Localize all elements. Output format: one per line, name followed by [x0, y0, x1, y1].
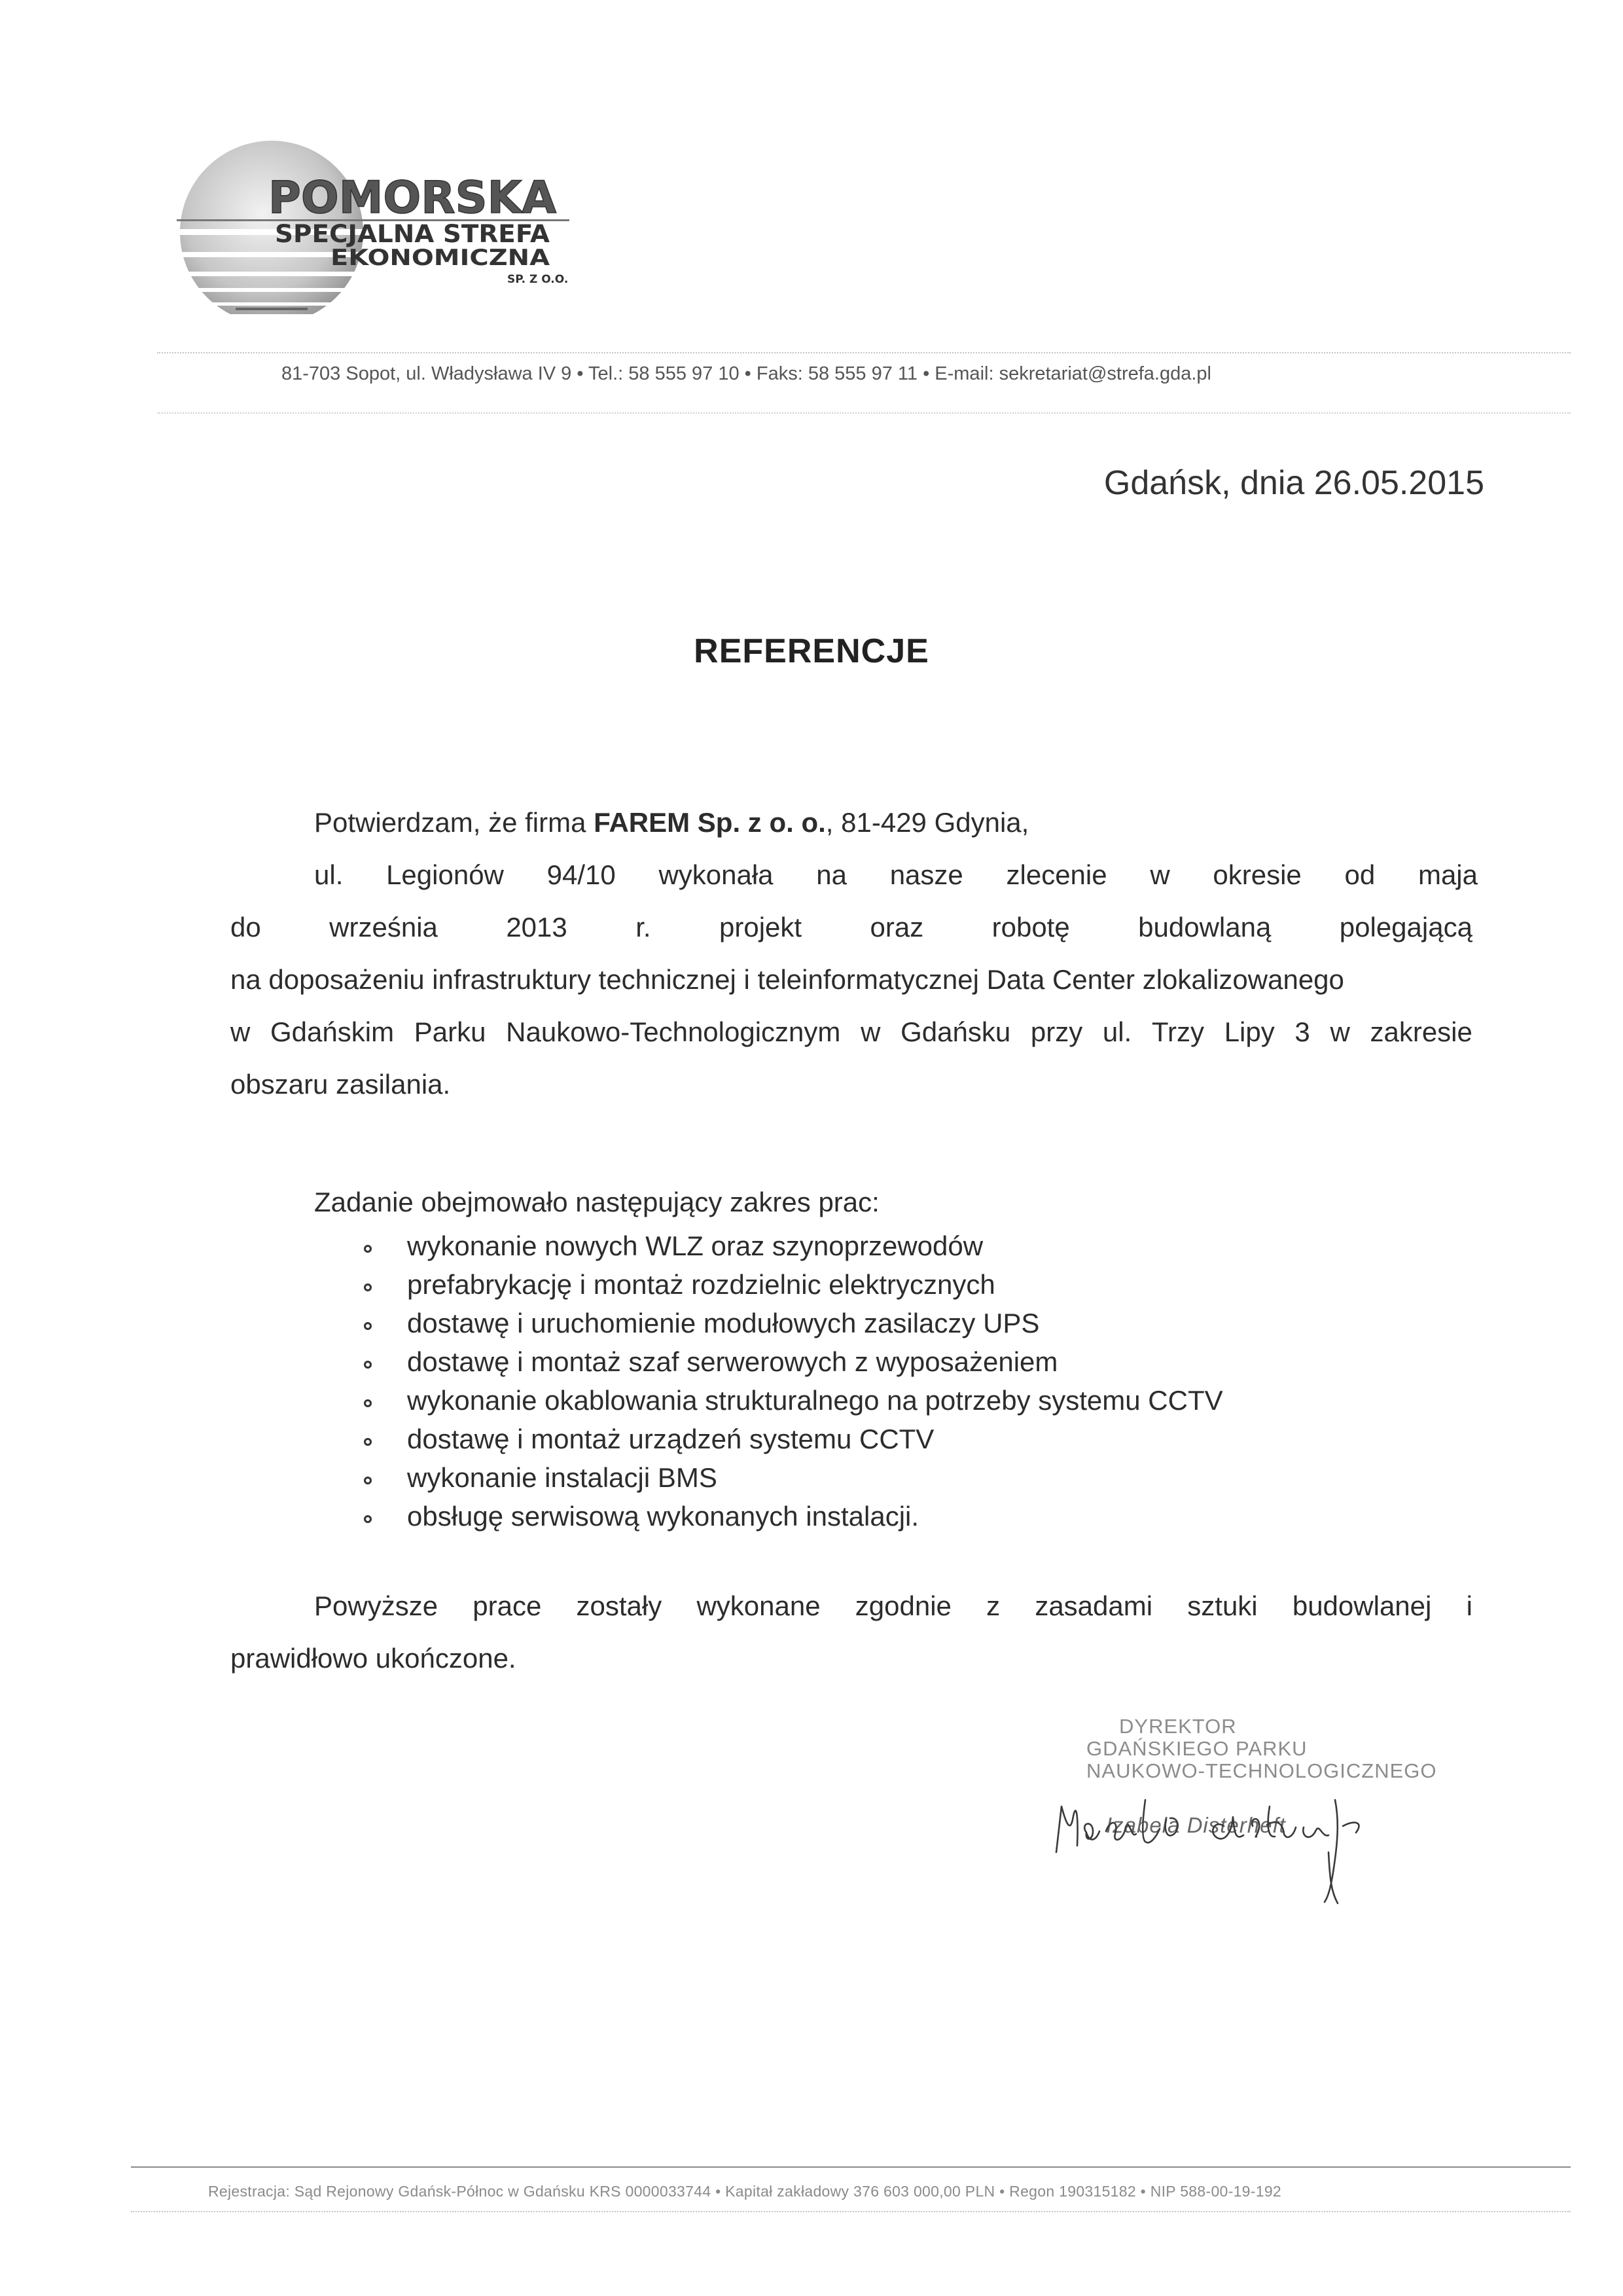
- logo-line1: POMORSKA: [268, 172, 557, 224]
- stamp-name: Izabela Disterheft: [1106, 1813, 1286, 1837]
- paragraph-line: prawidłowo ukończone.: [230, 1643, 516, 1674]
- word: do: [230, 912, 261, 942]
- word: r.: [635, 912, 651, 942]
- handwritten-signature: [1047, 1754, 1387, 1911]
- task-item: [360, 1462, 1223, 1501]
- task-text: dostawę i montaż szaf serwerowych z wyposażeniem: [407, 1346, 1058, 1377]
- stamp-organization: GDAŃSKIEGO PARKU: [1086, 1737, 1308, 1760]
- footer-divider: [131, 2166, 1571, 2168]
- word: przy: [1030, 1016, 1083, 1047]
- task-text: dostawę i montaż urządzeń systemu CCTV: [407, 1424, 935, 1454]
- contact-info: 81-703 Sopot, ul. Władysława IV 9 • Tel.: 58 555 97 10 • Faks: 58 555 97 11 • E-mail: sekretariat@strefa.gda.pl: [281, 363, 1211, 384]
- word: prace: [473, 1590, 542, 1621]
- word: w: [861, 1016, 881, 1047]
- word: Naukowo-Technologicznym: [506, 1016, 841, 1047]
- word: 94/10: [546, 859, 616, 890]
- company-logo: [157, 131, 615, 327]
- word: zakresie: [1370, 1016, 1472, 1047]
- bullet-icon: [364, 1438, 372, 1446]
- paragraph-line: [230, 912, 1472, 943]
- footer-divider: [131, 2211, 1571, 2212]
- task-text: wykonanie instalacji BMS: [407, 1462, 717, 1493]
- logo-line2: SPECJALNA STREFA: [275, 220, 550, 248]
- word: zlecenie: [1006, 859, 1107, 890]
- word: na: [816, 859, 847, 890]
- word: ul.: [1102, 1016, 1132, 1047]
- paragraph-line: obszaru zasilania.: [230, 1069, 451, 1100]
- logo-line3: EKONOMICZNA: [330, 245, 550, 271]
- paragraph-line: [314, 859, 1478, 891]
- word: w: [230, 1016, 251, 1047]
- word: okresie: [1213, 859, 1302, 890]
- word: Parku: [414, 1016, 486, 1047]
- word: Powyższe: [314, 1590, 438, 1621]
- company-name: FAREM Sp. z o. o.: [594, 807, 826, 838]
- task-text: dostawę i uruchomienie modułowych zasilaczy UPS: [407, 1308, 1040, 1338]
- task-list: [360, 1230, 1223, 1539]
- bullet-icon: [364, 1245, 372, 1253]
- word: nasze: [889, 859, 963, 890]
- word: robotę: [991, 912, 1070, 942]
- bullet-icon: [364, 1322, 372, 1330]
- bullet-icon: [364, 1361, 372, 1369]
- paragraph-line: [314, 1590, 1472, 1622]
- task-text: obsługę serwisową wykonanych instalacji.: [407, 1501, 919, 1532]
- bullet-icon: [364, 1515, 372, 1523]
- paragraph-text: , 81-429 Gdynia,: [825, 807, 1029, 838]
- word: ul.: [314, 859, 344, 890]
- task-item: [360, 1501, 1223, 1539]
- director-stamp: [1047, 1715, 1437, 1911]
- task-text: wykonanie okablowania strukturalnego na potrzeby systemu CCTV: [407, 1385, 1223, 1416]
- stamp-title: DYREKTOR: [1119, 1715, 1237, 1738]
- word: oraz: [870, 912, 924, 942]
- word: Trzy: [1151, 1016, 1205, 1047]
- task-item: [360, 1269, 1223, 1308]
- word: zasadami: [1035, 1590, 1153, 1621]
- paragraph-line: na doposażeniu infrastruktury technicznej i teleinformatycznej Data Center zlokalizowanego: [230, 964, 1344, 995]
- paragraph-line: [314, 807, 1029, 838]
- word: wykonane: [696, 1590, 821, 1621]
- word: wykonała: [658, 859, 774, 890]
- word: Legionów: [386, 859, 504, 890]
- header-divider: [157, 352, 1571, 353]
- task-text: prefabrykację i montaż rozdzielnic elektrycznych: [407, 1269, 995, 1300]
- word: zgodnie: [855, 1590, 952, 1621]
- task-item: [360, 1385, 1223, 1424]
- document-date: Gdańsk, dnia 26.05.2015: [1103, 464, 1484, 502]
- word: budowlanej: [1292, 1590, 1432, 1621]
- word: budowlaną: [1138, 912, 1272, 942]
- bullet-icon: [364, 1477, 372, 1484]
- word: projekt: [719, 912, 802, 942]
- task-item: [360, 1230, 1223, 1269]
- task-text: wykonanie nowych WLZ oraz szynoprzewodów: [407, 1230, 984, 1261]
- task-intro: Zadanie obejmowało następujący zakres prac:: [314, 1187, 880, 1217]
- word: 3: [1294, 1016, 1310, 1047]
- word: sztuki: [1187, 1590, 1258, 1621]
- logo-line4: SP. Z O.O.: [507, 273, 569, 286]
- word: i: [1466, 1590, 1472, 1621]
- word: Lipy: [1224, 1016, 1275, 1047]
- bullet-icon: [364, 1399, 372, 1407]
- word: od: [1344, 859, 1376, 890]
- paragraph-text: Potwierdzam, że firma: [314, 807, 594, 838]
- word: polegającą: [1339, 912, 1472, 942]
- footer-registration: Rejestracja: Sąd Rejonowy Gdańsk-Północ w Gdańsku KRS 0000033744 • Kapitał zakładowy 376 603 000,00 PLN • Regon 190315182 • NIP 588-00-19-192: [208, 2183, 1282, 2200]
- word: zostały: [576, 1590, 662, 1621]
- word: w: [1150, 859, 1170, 890]
- stamp-organization: NAUKOWO-TECHNOLOGICZNEGO: [1086, 1759, 1437, 1782]
- word: w: [1330, 1016, 1350, 1047]
- document-title: REFERENCJE: [694, 632, 929, 670]
- bullet-icon: [364, 1283, 372, 1291]
- word: z: [986, 1590, 1001, 1621]
- word: 2013: [506, 912, 567, 942]
- word: Gdańskim: [270, 1016, 395, 1047]
- word: Gdańsku: [901, 1016, 1011, 1047]
- task-item: [360, 1424, 1223, 1462]
- task-item: [360, 1346, 1223, 1385]
- word: września: [329, 912, 438, 942]
- paragraph-line: [230, 1016, 1472, 1048]
- header-divider: [157, 412, 1571, 414]
- word: maja: [1418, 859, 1478, 890]
- task-item: [360, 1308, 1223, 1346]
